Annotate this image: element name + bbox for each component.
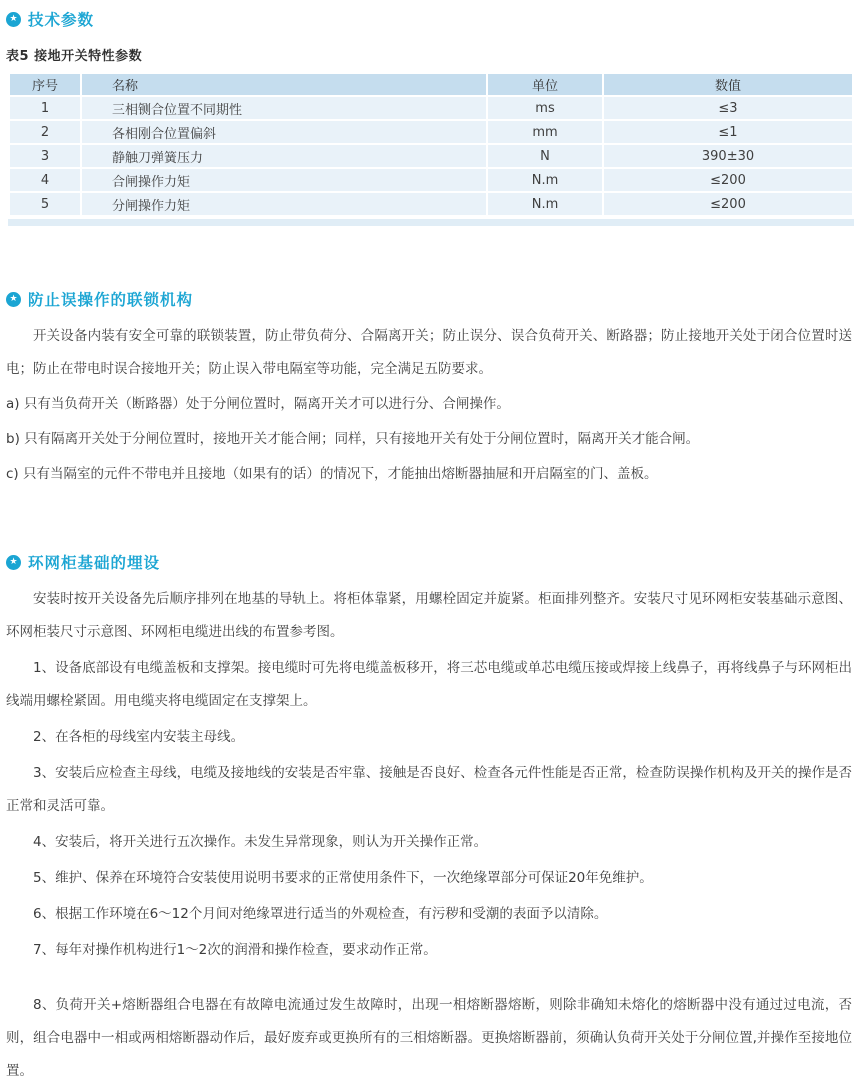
foundation-intro-paragraph: 安装时按开关设备先后顺序排列在地基的导轨上。将柜体靠紧，用螺栓固定并旋紧。柜面排列整齐。安装尺寸见环网柜安装基础示意图、环网柜装尺寸示意图、环网柜电缆进出线的布置参考图。 <box>6 591 852 640</box>
cell-name: 合闸操作力矩 <box>81 168 487 192</box>
table-row <box>9 168 853 192</box>
foundation-item-4: 4、安装后，将开关进行五次操作。未发生异常现象，则认为开关操作正常。 <box>33 834 488 850</box>
table-header <box>9 73 853 96</box>
circled-star-icon: ★ <box>6 292 21 307</box>
section-title-interlock <box>6 288 852 310</box>
table-caption: 表5 接地开关特性参数 <box>6 49 143 64</box>
column-header-value: 数值 <box>603 73 853 96</box>
cell-value: ≤200 <box>603 168 853 192</box>
section-title-technical-parameters <box>6 8 852 30</box>
section-title-foundation <box>6 551 852 573</box>
cell-no: 4 <box>9 168 81 192</box>
section-technical-parameters <box>6 8 852 226</box>
table-bottom-border <box>8 219 854 226</box>
cell-no: 5 <box>9 192 81 216</box>
section-title-text: 防止误操作的联锁机构 <box>28 291 194 309</box>
circled-star-icon: ★ <box>6 12 21 27</box>
table-row <box>9 144 853 168</box>
table-header-row <box>9 73 853 96</box>
cell-unit: N.m <box>487 168 603 192</box>
section-title-text: 环网柜基础的埋设 <box>28 554 161 572</box>
section-title-text: 技术参数 <box>28 11 95 29</box>
foundation-item-5: 5、维护、保养在环境符合安装使用说明书要求的正常使用条件下，一次绝缘罩部分可保证20年免维护。 <box>33 870 653 886</box>
table-row <box>9 192 853 216</box>
section-interlock-mechanism <box>6 288 852 491</box>
cell-value: ≤200 <box>603 192 853 216</box>
foundation-item-8: 8、负荷开关+熔断器组合电器在有故障电流通过发生故障时，出现一相熔断器熔断，则除非确知未熔化的熔断器中没有通过过电流，否则，组合电器中一相或两相熔断器动作后，最好废弃或更换所有的三相熔断器。更换熔断器前，须确认负荷开关处于分闸位置,并操作至接地位置。 <box>6 997 852 1079</box>
cell-value: 390±30 <box>603 144 853 168</box>
table-row <box>9 120 853 144</box>
cell-no: 1 <box>9 96 81 120</box>
cell-name: 各相刚合位置偏斜 <box>81 120 487 144</box>
interlock-item-a: a) 只有当负荷开关（断路器）处于分闸位置时，隔离开关才可以进行分、合闸操作。 <box>6 396 510 412</box>
cell-no: 3 <box>9 144 81 168</box>
table-body <box>9 96 853 216</box>
cell-unit: ms <box>487 96 603 120</box>
section-foundation-installation <box>6 551 852 1088</box>
interlock-item-c: c) 只有当隔室的元件不带电并且接地（如果有的话）的情况下，才能抽出熔断器抽屉和开启隔室的门、盖板。 <box>6 466 658 482</box>
cell-name: 分闸操作力矩 <box>81 192 487 216</box>
foundation-item-7: 7、每年对操作机构进行1～2次的润滑和操作检查，要求动作正常。 <box>33 942 437 958</box>
cell-unit: N.m <box>487 192 603 216</box>
cell-name: 三相铡合位置不同期性 <box>81 96 487 120</box>
cell-no: 2 <box>9 120 81 144</box>
cell-unit: N <box>487 144 603 168</box>
interlock-item-b: b) 只有隔离开关处于分闸位置时，接地开关才能合闸；同样，只有接地开关有处于分闸位置时，隔离开关才能合闸。 <box>6 431 700 447</box>
column-header-no: 序号 <box>9 73 81 96</box>
table-row <box>9 96 853 120</box>
circled-star-icon: ★ <box>6 555 21 570</box>
cell-value: ≤3 <box>603 96 853 120</box>
column-header-unit: 单位 <box>487 73 603 96</box>
foundation-item-6: 6、根据工作环境在6～12个月间对绝缘罩进行适当的外观检查，有污秽和受潮的表面予以清除。 <box>33 906 608 922</box>
interlock-intro-paragraph: 开关设备内装有安全可靠的联锁装置，防止带负荷分、合隔离开关；防止误分、误合负荷开关、断路器；防止接地开关处于闭合位置时送电；防止在带电时误合接地开关；防止误入带电隔室等功能，完全满足五防要求。 <box>6 328 852 377</box>
earthing-switch-parameters-table <box>8 72 854 217</box>
cell-name: 静触刀弹簧压力 <box>81 144 487 168</box>
column-header-name: 名称 <box>81 73 487 96</box>
cell-value: ≤1 <box>603 120 853 144</box>
cell-unit: mm <box>487 120 603 144</box>
foundation-item-1: 1、设备底部设有电缆盖板和支撑架。接电缆时可先将电缆盖板移开，将三芯电缆或单芯电缆压接或焊接上线鼻子，再将线鼻子与环网柜出线端用螺栓紧固。用电缆夹将电缆固定在支撑架上。 <box>6 660 852 709</box>
foundation-item-3: 3、安装后应检查主母线，电缆及接地线的安装是否牢靠、接触是否良好、检查各元件性能是否正常，检查防误操作机构及开关的操作是否正常和灵活可靠。 <box>6 765 852 814</box>
foundation-item-2: 2、在各柜的母线室内安装主母线。 <box>33 729 245 745</box>
